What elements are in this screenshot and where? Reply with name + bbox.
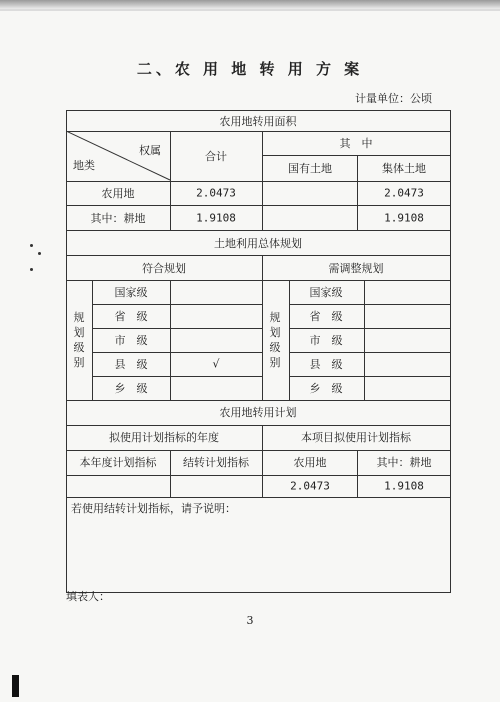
rule <box>66 255 451 256</box>
filler-label: 填表人： <box>66 590 110 603</box>
rule <box>92 304 262 305</box>
cultivated-indicator-value: 1.9108 <box>384 479 424 493</box>
rule <box>364 280 365 400</box>
carry-over-note-label: 若使用结转计划指标，请予说明： <box>71 502 236 515</box>
level-province: 省 级 <box>114 310 148 323</box>
adjust-level-province: 省 级 <box>309 310 343 323</box>
project-indicator-header: 本项目拟使用计划指标 <box>301 431 411 444</box>
conform-header: 符合规划 <box>142 262 186 275</box>
rule <box>262 255 263 400</box>
row-cultivated-total: 1.9108 <box>196 211 236 225</box>
rule <box>357 450 358 497</box>
level-city: 市 级 <box>114 334 148 347</box>
rule <box>262 425 263 497</box>
adjust-header: 需调整规划 <box>328 262 384 275</box>
binding-mark <box>12 675 19 697</box>
row-farmland-label: 农用地 <box>101 187 135 200</box>
level-township: 乡 级 <box>114 382 148 395</box>
collective-land-header: 集体土地 <box>382 162 426 175</box>
state-land-header: 国有土地 <box>288 162 332 175</box>
scan-speck <box>30 268 33 271</box>
rule <box>66 280 451 281</box>
scan-edge <box>0 0 500 9</box>
total-header: 合计 <box>205 150 227 163</box>
level-county: 县 级 <box>114 358 148 371</box>
rule <box>66 205 451 206</box>
rule <box>92 376 262 377</box>
rule <box>66 425 451 426</box>
rule <box>66 497 451 498</box>
rule <box>66 475 451 476</box>
rule <box>357 155 358 230</box>
scan-speck <box>38 252 41 255</box>
conversion-header: 农用地转用计划 <box>219 406 297 419</box>
farmland-indicator-header: 农用地 <box>293 456 327 469</box>
rule <box>262 131 263 230</box>
county-check-mark: √ <box>212 357 220 371</box>
level-national: 国家级 <box>114 286 148 299</box>
rule <box>289 352 451 353</box>
year-indicator-header: 拟使用计划指标的年度 <box>109 431 219 444</box>
rule <box>170 450 171 497</box>
row-farmland-total: 2.0473 <box>196 186 236 200</box>
row-farmland-collective: 2.0473 <box>384 186 424 200</box>
this-year-indicator-header: 本年度计划指标 <box>79 456 157 469</box>
rule <box>66 181 451 182</box>
farmland-indicator-value: 2.0473 <box>290 479 330 493</box>
unit-label: 计量单位：公顷 <box>355 92 432 105</box>
adjust-level-county: 县 级 <box>309 358 343 371</box>
rule <box>170 280 171 400</box>
rule <box>66 230 451 231</box>
rule <box>92 328 262 329</box>
rule <box>289 304 451 305</box>
plan-header: 土地利用总体规划 <box>214 237 302 250</box>
adjust-level-national: 国家级 <box>309 286 343 299</box>
row-cultivated-label: 其中：耕地 <box>90 212 146 225</box>
adjust-level-township: 乡 级 <box>309 382 343 395</box>
plan-level-side-label-right: 规 划 级 别 <box>269 311 281 369</box>
plan-level-side-label-left: 规 划 级 别 <box>73 311 85 369</box>
rule <box>289 328 451 329</box>
rule <box>92 352 262 353</box>
area-header: 农用地转用面积 <box>219 115 297 128</box>
page-title: 二、农 用 地 转 用 方 案 <box>136 60 364 78</box>
rule <box>289 280 290 400</box>
rule <box>66 400 451 401</box>
rule <box>66 450 451 451</box>
carry-over-indicator-header: 结转计划指标 <box>183 456 249 469</box>
of-which-header: 其 中 <box>339 137 373 150</box>
row-cultivated-collective: 1.9108 <box>384 211 424 225</box>
adjust-level-city: 市 级 <box>309 334 343 347</box>
page-number: 3 <box>246 614 254 627</box>
land-type-label: 地类 <box>73 159 95 172</box>
rule <box>289 376 451 377</box>
scan-speck <box>30 244 33 247</box>
ownership-label: 权属 <box>139 144 161 157</box>
rule <box>92 280 93 400</box>
cultivated-indicator-header: 其中：耕地 <box>376 456 432 469</box>
